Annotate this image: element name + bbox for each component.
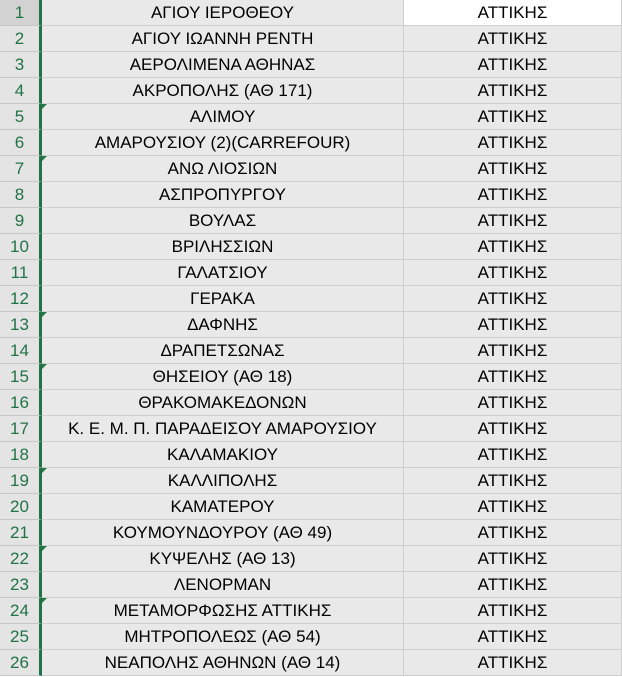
table-row [0, 0, 622, 26]
cell-region[interactable]: ΑΤΤΙΚΗΣ [404, 234, 622, 260]
table-row [0, 468, 622, 494]
row-header[interactable]: 20 [0, 494, 42, 520]
table-row [0, 104, 622, 130]
table-row [0, 52, 622, 78]
row-header[interactable]: 24 [0, 598, 42, 624]
cell-name[interactable]: ΚΑΛΑΜΑΚΙΟΥ [42, 442, 404, 468]
cell-region[interactable]: ΑΤΤΙΚΗΣ [404, 130, 622, 156]
cell-region[interactable]: ΑΤΤΙΚΗΣ [404, 494, 622, 520]
row-header[interactable]: 8 [0, 182, 42, 208]
row-header[interactable]: 4 [0, 78, 42, 104]
row-header[interactable]: 7 [0, 156, 42, 182]
table-row [0, 598, 622, 624]
table-row [0, 442, 622, 468]
cell-region[interactable]: ΑΤΤΙΚΗΣ [404, 312, 622, 338]
row-header[interactable]: 14 [0, 338, 42, 364]
row-header[interactable]: 11 [0, 260, 42, 286]
cell-name[interactable]: ΑΜΑΡΟΥΣΙΟΥ (2)(CARREFOUR) [42, 130, 404, 156]
cell-name[interactable]: ΚΟΥΜΟΥΝΔΟΥΡΟΥ (ΑΘ 49) [42, 520, 404, 546]
cell-region[interactable]: ΑΤΤΙΚΗΣ [404, 286, 622, 312]
row-header[interactable]: 1 [0, 0, 42, 26]
cell-region[interactable]: ΑΤΤΙΚΗΣ [404, 390, 622, 416]
cell-name[interactable]: ΒΡΙΛΗΣΣΙΩΝ [42, 234, 404, 260]
cell-name[interactable]: ΑΣΠΡΟΠΥΡΓΟΥ [42, 182, 404, 208]
cell-region[interactable]: ΑΤΤΙΚΗΣ [404, 104, 622, 130]
cell-name[interactable]: ΜΕΤΑΜΟΡΦΩΣΗΣ ΑΤΤΙΚΗΣ [42, 598, 404, 624]
cell-name[interactable]: ΚΑΛΛΙΠΟΛΗΣ [42, 468, 404, 494]
row-header[interactable]: 17 [0, 416, 42, 442]
cell-region[interactable]: ΑΤΤΙΚΗΣ [404, 182, 622, 208]
cell-name[interactable]: ΘΗΣΕΙΟΥ (ΑΘ 18) [42, 364, 404, 390]
cell-name[interactable]: ΓΑΛΑΤΣΙΟΥ [42, 260, 404, 286]
cell-name[interactable]: ΑΓΙΟΥ ΙΩΑΝΝΗ ΡΕΝΤΗ [42, 26, 404, 52]
table-row [0, 26, 622, 52]
cell-name[interactable]: ΑΕΡΟΛΙΜΕΝΑ ΑΘΗΝΑΣ [42, 52, 404, 78]
cell-name[interactable]: ΔΡΑΠΕΤΣΩΝΑΣ [42, 338, 404, 364]
cell-region[interactable]: ΑΤΤΙΚΗΣ [404, 208, 622, 234]
row-header[interactable]: 22 [0, 546, 42, 572]
cell-region[interactable]: ΑΤΤΙΚΗΣ [404, 52, 622, 78]
cell-region[interactable]: ΑΤΤΙΚΗΣ [404, 572, 622, 598]
row-header[interactable]: 15 [0, 364, 42, 390]
table-row [0, 390, 622, 416]
table-row [0, 260, 622, 286]
cell-region[interactable]: ΑΤΤΙΚΗΣ [404, 598, 622, 624]
table-row [0, 494, 622, 520]
cell-region[interactable]: ΑΤΤΙΚΗΣ [404, 442, 622, 468]
cell-region[interactable]: ΑΤΤΙΚΗΣ [404, 546, 622, 572]
table-row [0, 364, 622, 390]
cell-region[interactable]: ΑΤΤΙΚΗΣ [404, 624, 622, 650]
cell-name[interactable]: ΒΟΥΛΑΣ [42, 208, 404, 234]
cell-region[interactable]: ΑΤΤΙΚΗΣ [404, 650, 622, 676]
table-row [0, 130, 622, 156]
cell-region[interactable]: ΑΤΤΙΚΗΣ [404, 416, 622, 442]
cell-region[interactable]: ΑΤΤΙΚΗΣ [404, 78, 622, 104]
row-header[interactable]: 2 [0, 26, 42, 52]
row-header[interactable]: 21 [0, 520, 42, 546]
table-row [0, 624, 622, 650]
cell-name[interactable]: ΘΡΑΚΟΜΑΚΕΔΟΝΩΝ [42, 390, 404, 416]
row-header[interactable]: 10 [0, 234, 42, 260]
row-header[interactable]: 5 [0, 104, 42, 130]
table-row [0, 520, 622, 546]
table-row [0, 286, 622, 312]
cell-name[interactable]: ΓΕΡΑΚΑ [42, 286, 404, 312]
row-header[interactable]: 26 [0, 650, 42, 676]
cell-region[interactable]: ΑΤΤΙΚΗΣ [404, 26, 622, 52]
cell-name[interactable]: ΚΑΜΑΤΕΡΟΥ [42, 494, 404, 520]
table-row [0, 416, 622, 442]
cell-name[interactable]: ΑΛΙΜΟΥ [42, 104, 404, 130]
table-row [0, 650, 622, 676]
table-row [0, 234, 622, 260]
cell-region[interactable]: ΑΤΤΙΚΗΣ [404, 260, 622, 286]
row-header[interactable]: 19 [0, 468, 42, 494]
cell-name[interactable]: ΜΗΤΡΟΠΟΛΕΩΣ (ΑΘ 54) [42, 624, 404, 650]
cell-name[interactable]: ΔΑΦΝΗΣ [42, 312, 404, 338]
row-header[interactable]: 13 [0, 312, 42, 338]
row-header[interactable]: 9 [0, 208, 42, 234]
cell-region[interactable]: ΑΤΤΙΚΗΣ [404, 156, 622, 182]
table-row [0, 572, 622, 598]
table-row [0, 78, 622, 104]
cell-name[interactable]: ΛΕΝΟΡΜΑΝ [42, 572, 404, 598]
cell-region[interactable]: ΑΤΤΙΚΗΣ [404, 364, 622, 390]
cell-name[interactable]: ΑΓΙΟΥ ΙΕΡΟΘΕΟΥ [42, 0, 404, 26]
table-row [0, 338, 622, 364]
cell-name[interactable]: ΚΥΨΕΛΗΣ (ΑΘ 13) [42, 546, 404, 572]
cell-name[interactable]: Κ. Ε. Μ. Π. ΠΑΡΑΔΕΙΣΟΥ ΑΜΑΡΟΥΣΙΟΥ [42, 416, 404, 442]
table-row [0, 156, 622, 182]
table-row [0, 546, 622, 572]
row-header[interactable]: 18 [0, 442, 42, 468]
cell-name[interactable]: ΝΕΑΠΟΛΗΣ ΑΘΗΝΩΝ (ΑΘ 14) [42, 650, 404, 676]
table-row [0, 208, 622, 234]
row-header[interactable]: 6 [0, 130, 42, 156]
row-header[interactable]: 23 [0, 572, 42, 598]
cell-region[interactable]: ΑΤΤΙΚΗΣ [404, 468, 622, 494]
cell-name[interactable]: ΑΝΩ ΛΙΟΣΙΩΝ [42, 156, 404, 182]
row-header[interactable]: 12 [0, 286, 42, 312]
row-header[interactable]: 25 [0, 624, 42, 650]
table-row [0, 312, 622, 338]
row-header[interactable]: 16 [0, 390, 42, 416]
cell-name[interactable]: ΑΚΡΟΠΟΛΗΣ (ΑΘ 171) [42, 78, 404, 104]
row-header[interactable]: 3 [0, 52, 42, 78]
cell-region[interactable]: ΑΤΤΙΚΗΣ [404, 338, 622, 364]
table-row [0, 182, 622, 208]
cell-region[interactable]: ΑΤΤΙΚΗΣ [404, 0, 622, 26]
cell-region[interactable]: ΑΤΤΙΚΗΣ [404, 520, 622, 546]
